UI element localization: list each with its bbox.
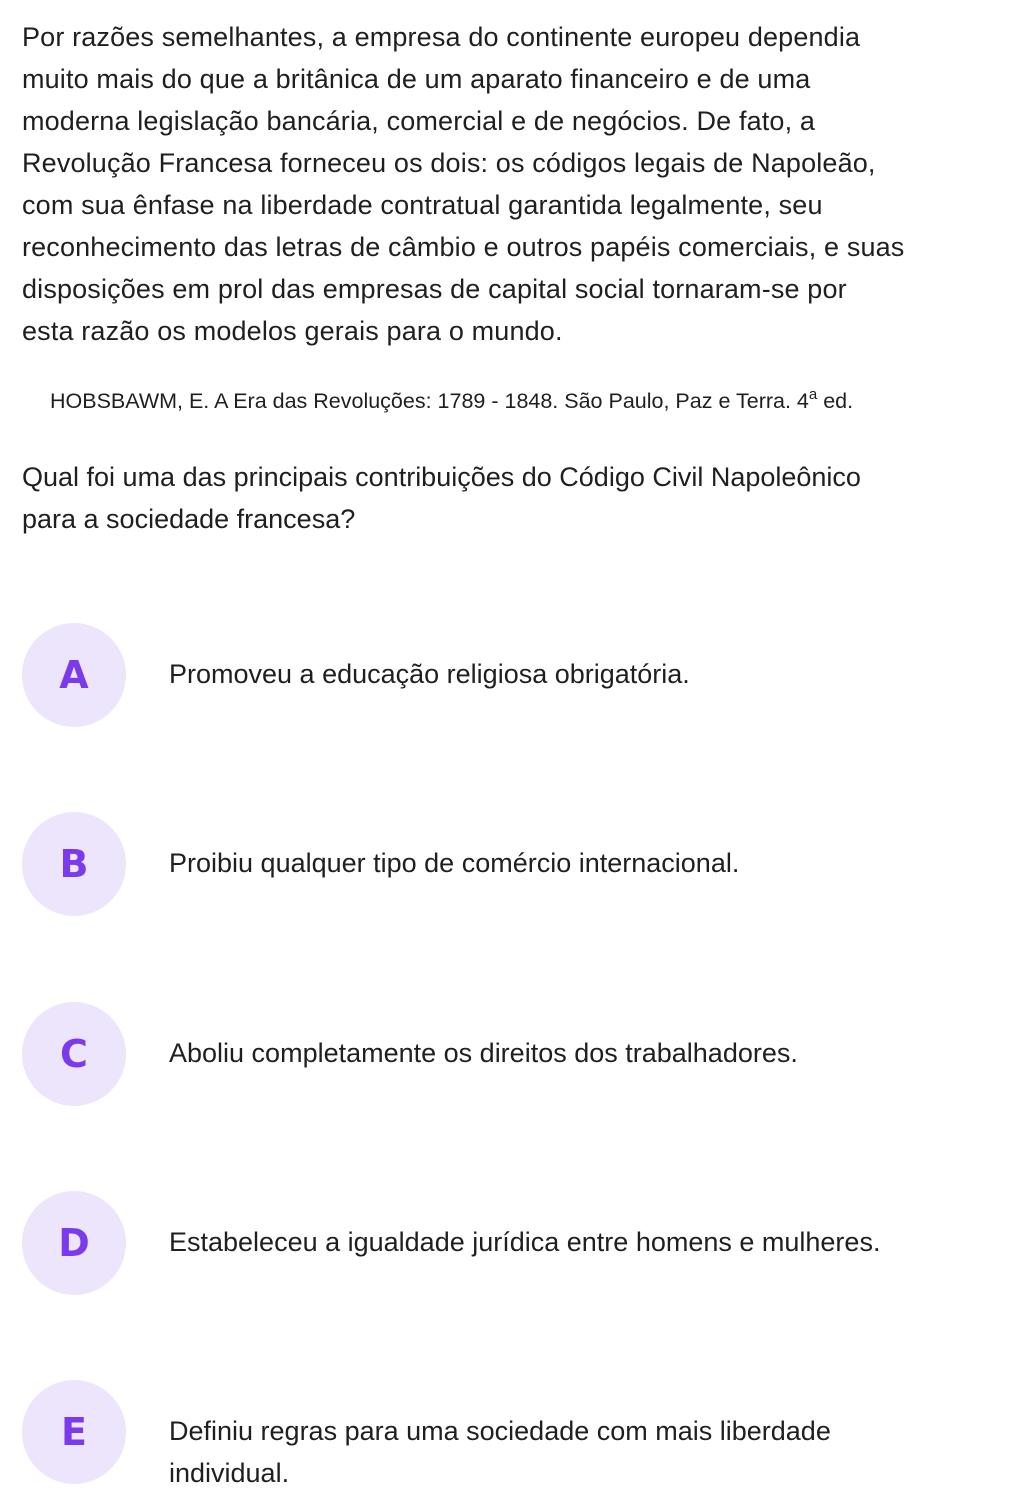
option-d-letter-badge: D [22, 1191, 126, 1295]
option-d-text-line: Estabeleceu a igualdade jurídica entre homens e mulheres. [169, 1227, 881, 1257]
option-e[interactable] [22, 1380, 1022, 1486]
question-text [22, 456, 1022, 540]
option-b-text-line: Proibiu qualquer tipo de comércio internacional. [169, 848, 740, 878]
option-c-letter-badge: C [22, 1002, 126, 1106]
option-c-text [169, 1032, 1019, 1074]
option-e-text [169, 1410, 1019, 1494]
option-b-text [169, 842, 1019, 884]
option-b[interactable] [22, 812, 1022, 918]
citation-superscript: a [808, 386, 818, 403]
passage-line: Por razões semelhantes, a empresa do continente europeu dependia [22, 22, 861, 52]
option-a-letter-badge: A [22, 623, 126, 727]
option-a[interactable] [22, 623, 1022, 729]
option-e-text-line: Definiu regras para uma sociedade com mais liberdade [169, 1416, 831, 1446]
passage-text [22, 16, 1032, 352]
citation-main: HOBSBAWM, E. A Era das Revoluções: 1789 - 1848. São Paulo, Paz e Terra. 4 [50, 389, 809, 413]
passage-line: com sua ênfase na liberdade contratual garantida legalmente, seu [22, 190, 823, 220]
option-e-text-line: individual. [169, 1458, 290, 1488]
passage-line: moderna legislação bancária, comercial e de negócios. De fato, a [22, 106, 816, 136]
option-d[interactable] [22, 1191, 1022, 1297]
option-d-text [169, 1221, 1019, 1263]
option-a-text [169, 653, 1019, 695]
option-e-letter-badge: E [22, 1380, 126, 1484]
passage-line: Revolução Francesa forneceu os dois: os códigos legais de Napoleão, [22, 148, 876, 178]
citation [50, 384, 853, 418]
question-line: Qual foi uma das principais contribuições do Código Civil Napoleônico [22, 462, 861, 492]
passage-line: muito mais do que a britânica de um aparato financeiro e de uma [22, 64, 811, 94]
question-line: para a sociedade francesa? [22, 504, 356, 534]
option-a-text-line: Promoveu a educação religiosa obrigatória. [169, 659, 690, 689]
passage-line: esta razão os modelos gerais para o mundo. [22, 316, 563, 346]
option-b-letter-badge: B [22, 812, 126, 916]
passage-line: reconhecimento das letras de câmbio e outros papéis comerciais, e suas [22, 232, 905, 262]
option-c[interactable] [22, 1002, 1022, 1108]
passage-line: disposições em prol das empresas de capital social tornaram-se por [22, 274, 847, 304]
citation-suffix: ed. [817, 389, 854, 413]
option-c-text-line: Aboliu completamente os direitos dos trabalhadores. [169, 1038, 798, 1068]
